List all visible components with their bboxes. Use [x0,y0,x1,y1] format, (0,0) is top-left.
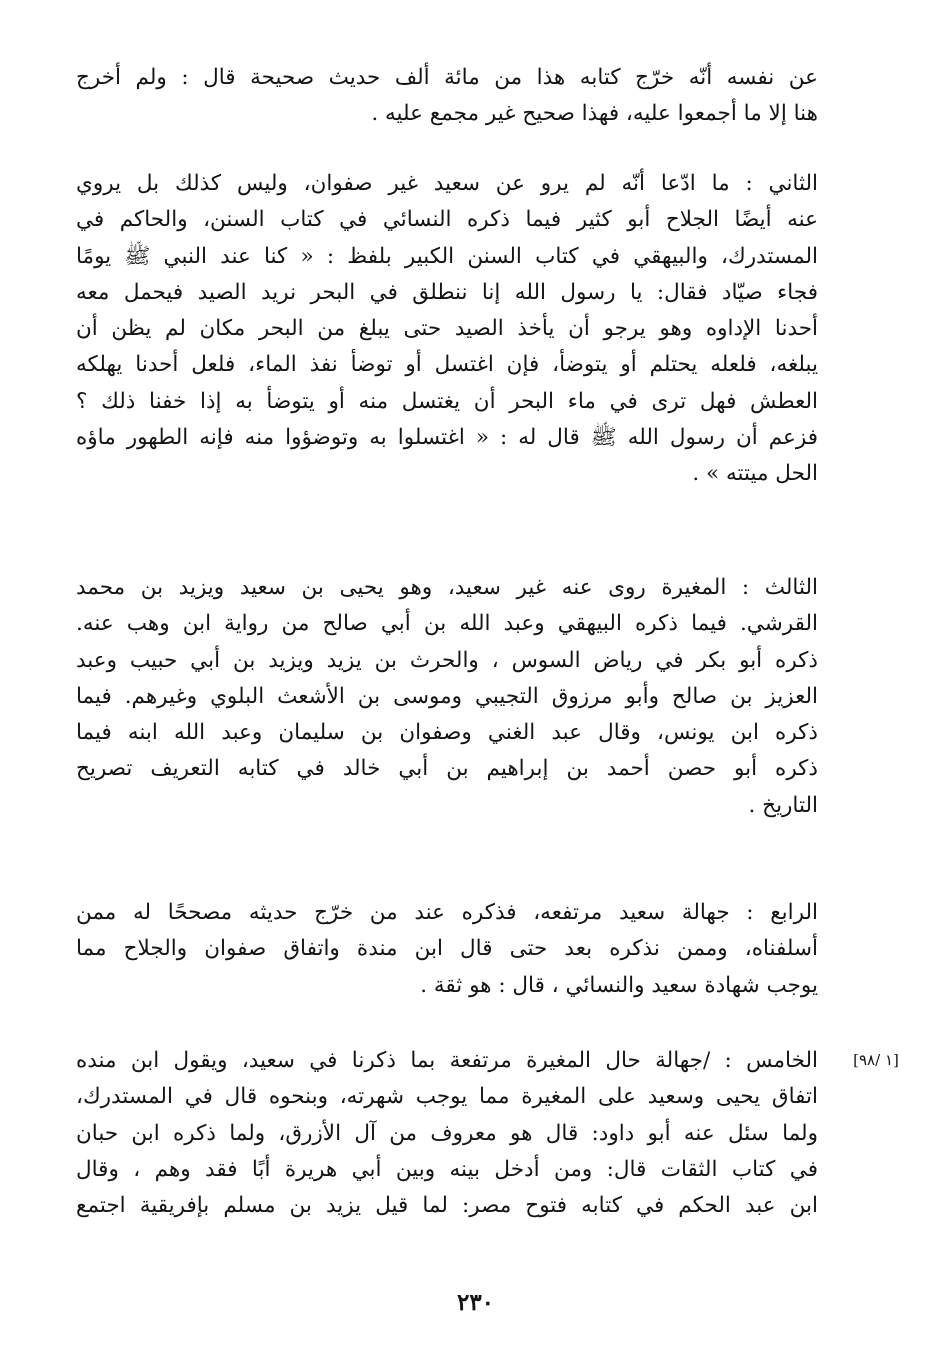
text-line: ذكره ابن يونس، وقال عبد الغني وصفوان بن سليمان وعبد الله ابنه فيما [76,720,818,746]
page-number: ٢٣٠ [456,1289,495,1316]
margin-reference-note: [١ /٩٨] [853,1051,899,1069]
text-line: ذكره أبو بكر في رياض السوس ، والحرث بن يزيد ويزيد بن أبي حبيب وعبد [76,647,818,673]
text-line: القرشي. فيما ذكره البيهقي وعبد الله بن أبي صالح من رواية ابن وهب عنه. [76,611,818,637]
text-line: في كتاب الثقات قال: ومن أدخل بينه وبين أبي هريرة أبًا فقد وهم ، وقال [76,1156,818,1182]
text-line: الخامس : /جهالة حال المغيرة مرتفعة بما ذكرنا في سعيد، ويقول ابن منده [76,1048,818,1073]
text-line: الثاني : ما ادّعا أنّه لم يرو عن سعيد غير صفوان، وليس كذلك بل يروي [76,171,818,196]
text-line: هنا إلا ما أجمعوا عليه، فهذا صحيح غير مجمع عليه . [371,101,818,127]
text-line: الثالث : المغيرة روى عنه غير سعيد، وهو يحيى بن سعيد ويزيد بن محمد [76,575,818,600]
text-line: التاريخ . [748,792,818,818]
text-line: فزعم أن رسول الله ﷺ قال له : « اغتسلوا به وتوضؤوا منه فإنه الطهور ماؤه [76,425,818,451]
text-line: العزيز بن صالح وأبو مرزوق التجيبي وموسى بن الأشعث البلوي وغيرهم. فيما [76,683,818,709]
text-line: المستدرك، والبيهقي في كتاب السنن الكبير بلفظ : « كنا عند النبي ﷺ يومًا [76,243,818,269]
paragraph-5 [76,1043,818,1224]
paragraph-3 [76,570,818,824]
text-line: اتفاق يحيى وسعيد على المغيرة مما يوجب شهرته، وبنحوه قال في المستدرك، [76,1084,818,1110]
text-line: ابن عبد الحكم في كتابه فتوح مصر: لما قيل يزيد بن مسلم بإفريقية اجتمع [76,1193,818,1219]
text-line: أسلفناه، وممن نذكره بعد حتى قال ابن مندة واتفاق صفوان والجلاح مما [76,936,818,962]
text-line: ذكره أبو حصن أحمد بن إبراهيم بن أبي خالد في كتابه التعريف تصريح [76,756,818,782]
paragraph-1 [76,60,818,133]
paragraph-2 [76,166,818,493]
text-line: يبلغه، فلعله يحتلم أو يتوضأ، فإن اغتسل أو توضأ نفذ الماء، فلعل أحدنا يهلكه [76,352,818,378]
text-line: العطش فهل ترى في ماء البحر أن يغتسل منه أو يتوضأ به إذا خفنا ذلك ؟ [76,388,818,414]
text-line: الرابع : جهالة سعيد مرتفعه، فذكره عند من خرّج حديثه مصححًا له ممن [76,900,818,925]
text-line: يوجب شهادة سعيد والنسائي ، قال : هو ثقة . [420,972,818,998]
text-line: الحل ميتته » . [692,461,818,487]
text-line: عنه أيضًا الجلاح أبو كثير فيما ذكره النسائي في كتاب السنن، والحاكم في [76,207,818,233]
text-line: عن نفسه أنّه خرّج كتابه هذا من مائة ألف حديث صحيحة قال : ولم أخرج [76,65,818,90]
text-line: فجاء صيّاد فقال: يا رسول الله إنا ننطلق في البحر نريد الصيد فيحمل معه [76,279,818,305]
text-line: أحدنا الإداوه وهو يرجو أن يأخذ الصيد حتى يبلغ من البحر مكان لم يظن أن [76,316,818,342]
paragraph-4 [76,895,818,1004]
text-line: ولما سئل عنه أبو داود: قال هو معروف من آل الأزرق، ولما ذكره ابن حبان [76,1120,818,1146]
